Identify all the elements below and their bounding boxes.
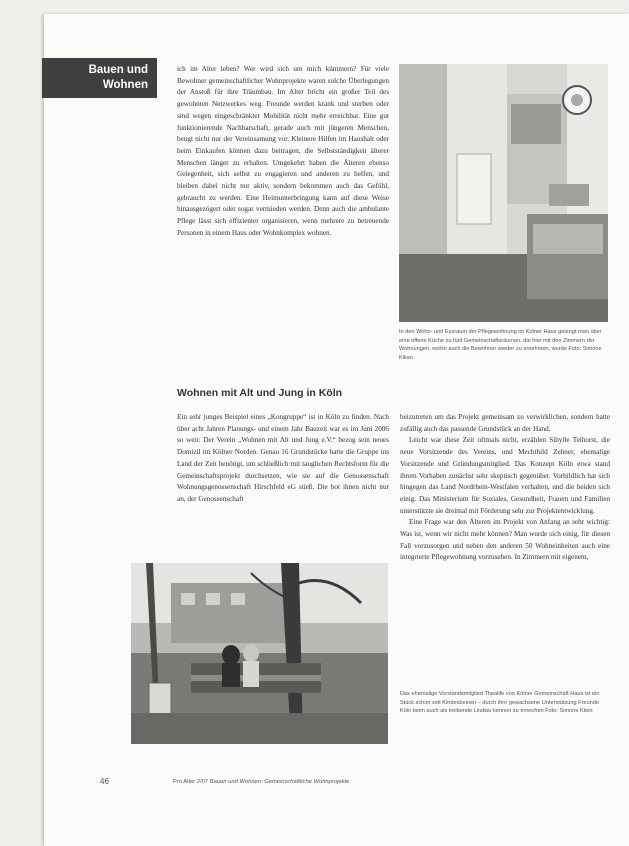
article-paragraph: Eine Frage war den Älteren im Projekt von Anfang an sehr wichtig: Was ist, wenn wir nicht mehr können? Man wurde sich einig, für diesen Fall vorzusorgen und neben den anderen 50 Wohneinheiten auch eine integrierte Pflegewohnung vorzusehen. In Zimmern mit eigenem,	[400, 518, 610, 562]
article-paragraph: Ein sehr junges Beispiel eines „Kongruppe“ ist in Köln zu finden. Nach über acht Jahren Planungs- und einem Jahr Bauzeit war es im Juni 2006 so weit: Der Verein „Wohnen mit Alt und Jung e.V.“ bezog sein neues Domizil im Kölner Norden. Genau 16 Grundstücke hatte die Gruppe ins Land der Zeit benötigt, um schließlich mit tauglichen Rechtsform für die Gemeinschaftsprojekt durchsetzen, wie sie auf die Genossenschaft Wohnungsgenossenschaft Hirschfeld eG stieß. Die bot ihnen nicht nur an, der Genossenschaft	[177, 413, 389, 503]
kitchen-photo	[399, 64, 608, 322]
article-paragraph: Leicht war diese Zeit oftmals nicht, erzählen Sibylle Teihorst, die neue Vorsitzende des Vereins, und Mechthild Zehner, ehemalige Vorsitzende und Gründungsmitglied. Das Konzept Köln etwa stand ihrem Vorhaben zunächst sehr skeptisch gegenüber. Vorbildlich hat sich hingegen das Land Nordrhein-Westfalen verhalten, und die beiden sich einig. Das Ministerium für Soziales, Gesundheit, Frauen und Familien unterstützte sie dreimal mit Förderung sehr zur Projektentwicklung.	[400, 436, 610, 515]
footer-title: Bauen und Wohnen: Gemeinschaftliche Wohnprojekte	[209, 779, 350, 785]
article-paragraph: beizutreten um das Projekt gemeinsam zu verwirklichen, sondern hatte zufällig auch das passende Grundstück an der Hand.	[400, 413, 610, 433]
kitchen-photo-caption: In den Wohn- und Essraum der Pflegewohnung im Kölner Haus gelangt man über eine offene Küche zu fünf Gemeinschaftsräumen, die hier mit den Zimmern der Wohnungen, wohin auch die Bewohner wieder zu ernehmen, wurde Foto: Simone Kilian	[399, 329, 602, 361]
section-tab	[42, 58, 157, 98]
bench-photo	[131, 563, 388, 744]
page-number: 46	[100, 777, 109, 786]
bench-photo-caption: Das ehemalige Vorstandsmitglied Thealife von Kölner Gemeinschaft Haus ist ein Stück schon seit Kindesbeinen – durch ihre gewachsene Unterstützung Freunde Köln beim auch als treibende Lindwu kennen zu erreichen Foto: Simone Klein	[400, 691, 600, 715]
footer-text	[173, 779, 349, 785]
footer-issue: Pro Alter 2/07	[173, 779, 209, 785]
section-tab-line-1: Bauen und	[88, 64, 148, 76]
section-heading: Wohnen mit Alt und Jung in Köln	[177, 387, 343, 399]
article-paragraph: ich im Alter leben? Wer wird sich um mich kümmern? Für viele Bewohner gemeinschaftlicher Wohnprojekte waren solche Überlegungen der Anstoß für ihre Träumbau. Im Alter bricht ein großer Teil des gewohnten Netzwerkes weg. Freunde werden krank und sterben oder sind wegen eingeschränkter Mobilität nicht mehr erreichbar. Eine gut funktionierende Nachbarschaft, gerade auch mit jüngeren Menschen, beugt nicht nur der Vereinsamung vor. Kleinere Hilfen im Haushalt oder beim Einkaufen können dazu beitragen, die Selbstständigkeit älterer Menschen länger zu erhalten. Umgekehrt haben die Älteren ebenso Gelegenheit, sich selbst zu engagieren und anderen zu helfen, und bleiben dabei nicht nur aktiv, sondern bekommen auch das Gefühl, gebraucht zu werden. Eine Heimunterbringung kann auf diese Weise hinausgezögert oder sogar vermieden werden. Denn auch die ambulante Pflege lässt sich effizienter organisieren, wenn mehrere zu betreuende Personen in einem Haus oder Wohnkomplex wohnen.	[177, 65, 389, 237]
article-column-left-bottom	[177, 412, 389, 562]
article-column-right-bottom	[400, 412, 610, 687]
section-tab-line-2: Wohnen	[102, 79, 148, 91]
article-column-left-top	[177, 64, 389, 360]
